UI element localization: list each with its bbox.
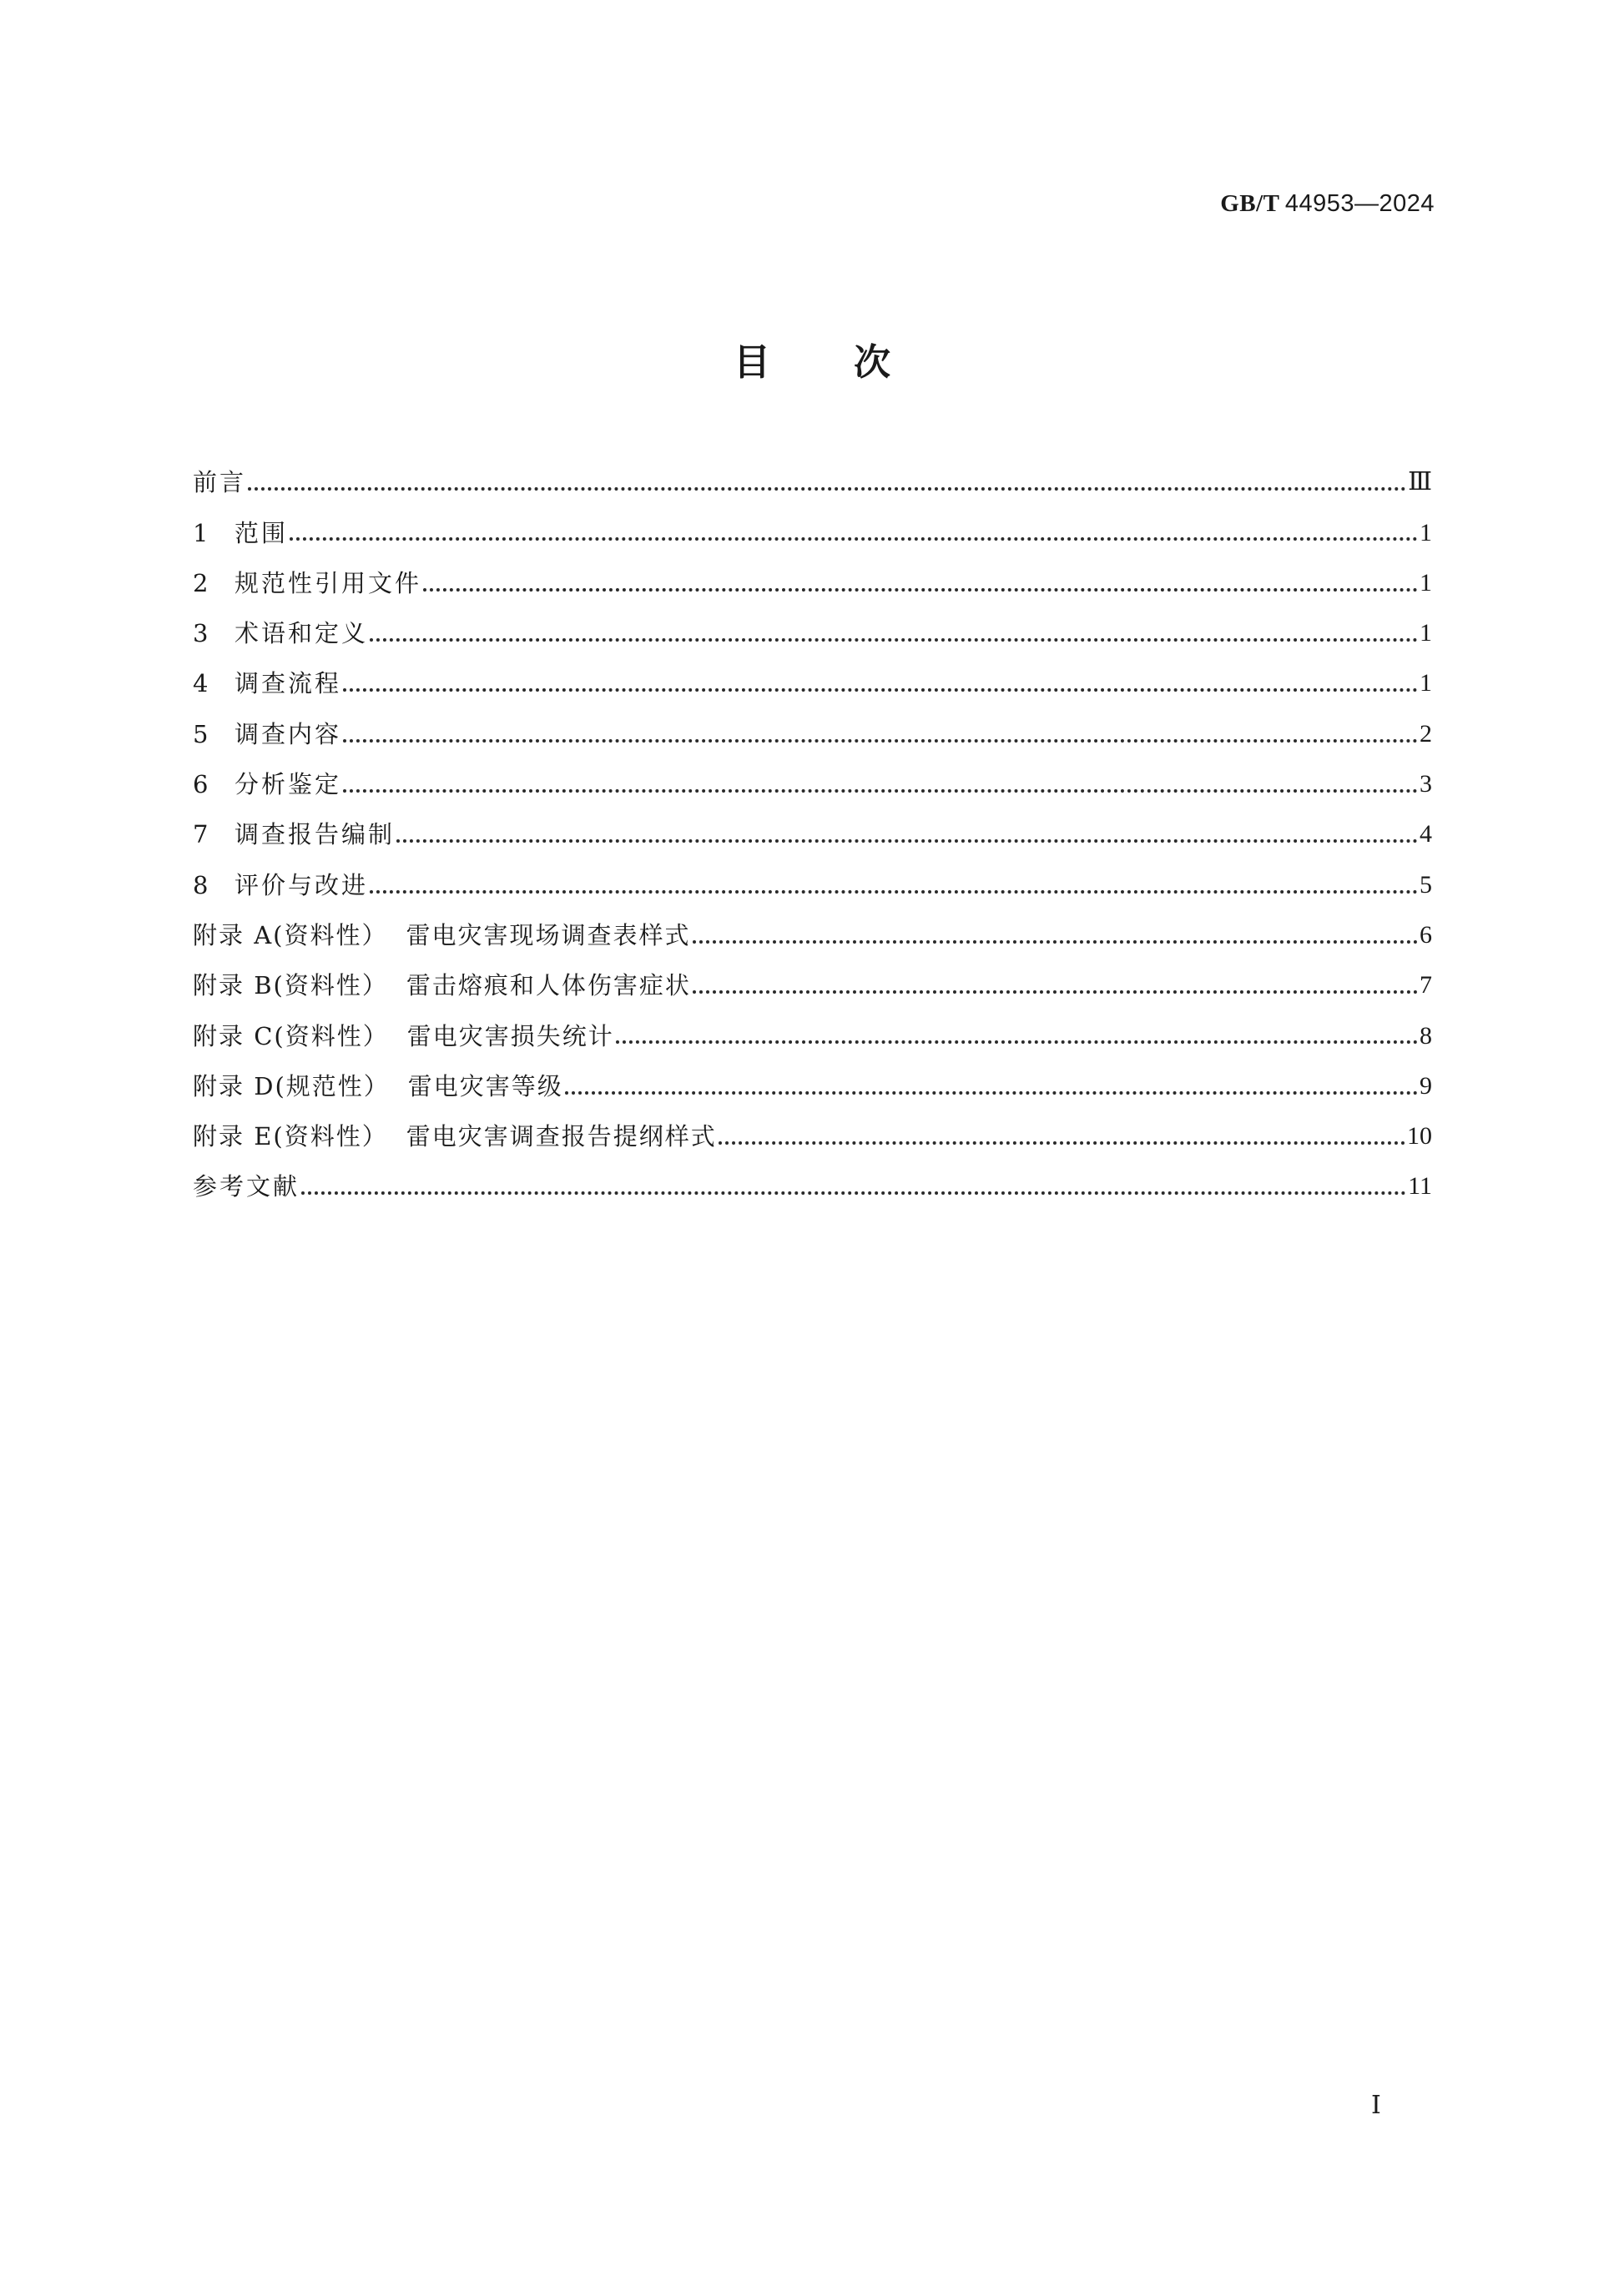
- toc-entry-label: 前言: [193, 468, 247, 497]
- standard-code: GB/T: [1220, 190, 1280, 217]
- toc-title: 目次: [734, 341, 974, 384]
- toc-entry-bibliography[interactable]: [193, 1161, 1432, 1211]
- toc-leader-dots: [290, 537, 1418, 541]
- table-of-contents: [193, 457, 1432, 1211]
- toc-entry-page: 11: [1408, 1172, 1432, 1201]
- toc-leader-dots: [343, 688, 1418, 692]
- toc-appendix-title: 雷电灾害调查报告提纲样式: [406, 1122, 717, 1151]
- toc-entry-title: 范围: [235, 518, 289, 547]
- toc-entry-number: 4: [193, 669, 209, 698]
- toc-entry-appendix-e[interactable]: [193, 1111, 1432, 1161]
- toc-entry-number: 7: [193, 820, 209, 849]
- toc-leader-dots: [370, 890, 1418, 894]
- toc-entry-page: 4: [1420, 820, 1432, 848]
- toc-appendix-title: 雷电灾害损失统计: [406, 1021, 614, 1050]
- toc-entry-appendix-b[interactable]: [193, 960, 1432, 1010]
- toc-leader-dots: [248, 487, 1406, 491]
- toc-entry-label: [193, 1061, 563, 1111]
- toc-entry-page: 1: [1420, 518, 1432, 546]
- toc-entry-page: 7: [1420, 971, 1432, 999]
- toc-entry-label: [193, 608, 368, 658]
- toc-entry-page: 1: [1420, 619, 1432, 647]
- toc-leader-dots: [301, 1191, 1406, 1195]
- toc-entry-report-preparation[interactable]: [193, 809, 1432, 859]
- toc-appendix-title: 雷击熔痕和人体伤害症状: [406, 971, 691, 1000]
- toc-appendix-title: 雷电灾害现场调查表样式: [406, 920, 691, 949]
- toc-appendix-prefix: 附录 C(资料性）: [193, 1021, 389, 1050]
- toc-entry-label: [193, 508, 288, 558]
- toc-leader-dots: [423, 588, 1418, 592]
- toc-leader-dots: [343, 789, 1418, 793]
- toc-entry-page: 6: [1420, 920, 1432, 949]
- toc-entry-page: Ⅲ: [1408, 468, 1432, 496]
- toc-entry-label: [193, 860, 368, 910]
- toc-entry-page: 1: [1420, 669, 1432, 697]
- toc-entry-title: 调查报告编制: [235, 820, 396, 849]
- toc-entry-number: 2: [193, 568, 209, 597]
- toc-entry-number: 5: [193, 719, 209, 748]
- toc-entry-label: [193, 558, 421, 608]
- toc-entry-label: [193, 759, 341, 809]
- toc-entry-investigation-content[interactable]: [193, 708, 1432, 758]
- toc-entry-label: [193, 709, 341, 759]
- toc-entry-label: [193, 809, 395, 859]
- toc-entry-page: 10: [1407, 1122, 1432, 1151]
- toc-entry-label: [193, 1011, 614, 1061]
- toc-appendix-prefix: 附录 D(规范性）: [193, 1071, 390, 1100]
- toc-appendix-prefix: 附录 E(资料性）: [193, 1122, 388, 1151]
- toc-entry-number: 6: [193, 770, 209, 799]
- toc-entry-terms-definitions[interactable]: [193, 608, 1432, 658]
- toc-entry-title: 调查内容: [235, 719, 342, 748]
- toc-entry-scope[interactable]: [193, 507, 1432, 557]
- toc-entry-page: 8: [1420, 1021, 1432, 1050]
- toc-leader-dots: [719, 1141, 1405, 1145]
- page-number: Ⅰ: [1371, 2092, 1381, 2119]
- toc-appendix-prefix: 附录 A(资料性）: [193, 920, 388, 949]
- toc-entry-evaluation-improvement[interactable]: [193, 859, 1432, 909]
- toc-entry-title: 调查流程: [235, 669, 342, 698]
- toc-entry-title: 评价与改进: [235, 870, 369, 899]
- toc-entry-title: 规范性引用文件: [235, 568, 422, 597]
- toc-leader-dots: [343, 739, 1418, 743]
- toc-entry-label: [193, 1111, 717, 1161]
- toc-leader-dots: [693, 990, 1418, 994]
- toc-entry-title: 分析鉴定: [235, 770, 342, 799]
- toc-entry-appendix-d[interactable]: [193, 1061, 1432, 1111]
- toc-leader-dots: [693, 940, 1419, 944]
- toc-entry-label: [193, 910, 691, 960]
- toc-entry-label: [193, 658, 341, 708]
- toc-entry-page: 2: [1420, 719, 1432, 748]
- toc-entry-appendix-c[interactable]: [193, 1010, 1432, 1060]
- toc-leader-dots: [565, 1091, 1418, 1095]
- toc-entry-analysis-identification[interactable]: [193, 759, 1432, 809]
- toc-entry-appendix-a[interactable]: [193, 910, 1432, 960]
- toc-entry-label: 参考文献: [193, 1172, 300, 1201]
- toc-leader-dots: [396, 839, 1418, 843]
- toc-entry-page: 1: [1420, 568, 1432, 597]
- toc-entry-page: 3: [1420, 770, 1432, 798]
- toc-entry-title: 术语和定义: [235, 619, 369, 648]
- toc-entry-foreword[interactable]: [193, 457, 1432, 507]
- toc-entry-normative-references[interactable]: [193, 558, 1432, 608]
- toc-entry-number: 1: [193, 518, 209, 547]
- toc-entry-investigation-process[interactable]: [193, 658, 1432, 708]
- toc-leader-dots: [616, 1040, 1418, 1044]
- toc-entry-page: 9: [1420, 1071, 1432, 1100]
- toc-entry-number: 8: [193, 870, 209, 899]
- toc-appendix-prefix: 附录 B(资料性）: [193, 971, 388, 1000]
- standard-number: [1220, 190, 1435, 218]
- toc-entry-label: [193, 960, 691, 1010]
- standard-year-number: 44953—2024: [1284, 190, 1435, 217]
- toc-entry-page: 5: [1420, 870, 1432, 899]
- toc-leader-dots: [370, 638, 1418, 642]
- toc-entry-number: 3: [193, 619, 209, 648]
- toc-appendix-title: 雷电灾害等级: [407, 1071, 563, 1100]
